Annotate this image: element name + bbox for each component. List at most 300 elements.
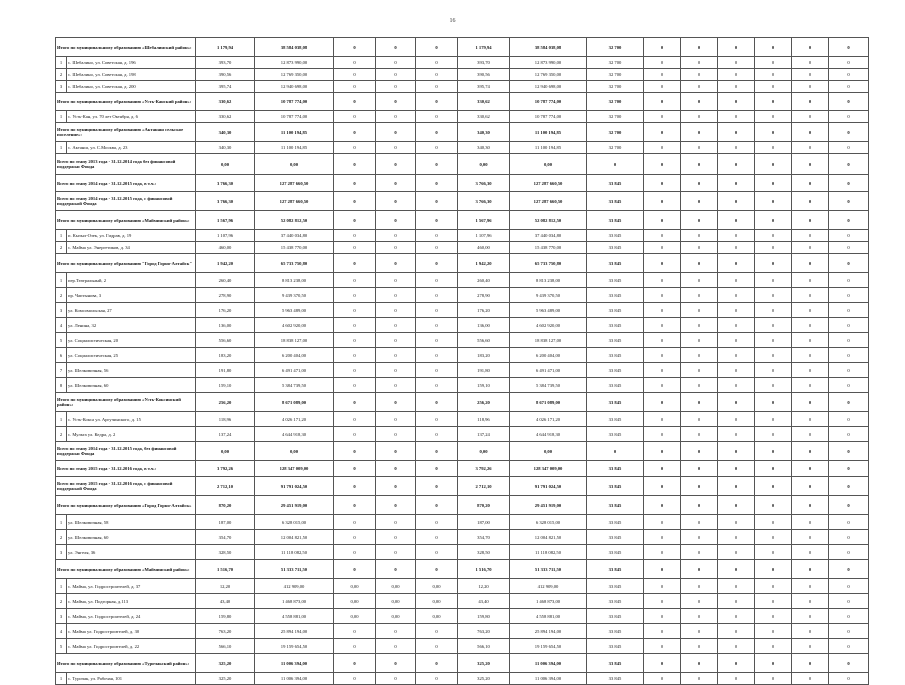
value-cell: 0 <box>681 175 718 192</box>
value-cell: 1 468 873,00 <box>255 594 334 609</box>
value-cell: 0 <box>644 111 681 123</box>
table-row <box>56 333 869 348</box>
address-cell: с. Майма ул. Гидростроителей, д. 22 <box>67 639 196 654</box>
value-cell: 33 845 <box>587 348 644 363</box>
value-cell: 51 333 711,50 <box>510 560 587 579</box>
value-cell: 0 <box>644 230 681 242</box>
summary-label: Итого по муниципальному образованию «Турочакский район»: <box>56 654 196 673</box>
value-cell: 0 <box>644 211 681 230</box>
value-cell: 0 <box>681 303 718 318</box>
value-cell: 395,74 <box>458 81 510 93</box>
value-cell: 0 <box>681 111 718 123</box>
value-cell: 33 845 <box>587 530 644 545</box>
value-cell: 91 791 024,50 <box>255 477 334 496</box>
value-cell: 0 <box>334 496 376 515</box>
value-cell: 0 <box>416 673 458 685</box>
value-cell: 0 <box>416 142 458 154</box>
value-cell: 0 <box>829 427 869 442</box>
value-cell: 325,20 <box>458 673 510 685</box>
value-cell: 183,20 <box>458 348 510 363</box>
value-cell: 0 <box>334 442 376 461</box>
summary-label: Итого по муниципальному образованию «Шебалинский район»: <box>56 38 196 57</box>
value-cell: 0 <box>681 594 718 609</box>
table-row <box>56 594 869 609</box>
value-cell: 0 <box>416 393 458 412</box>
value-cell: 0 <box>718 254 755 273</box>
summary-row <box>56 175 869 192</box>
value-cell: 0 <box>334 363 376 378</box>
value-cell: 11 100 194,85 <box>255 142 334 154</box>
value-cell: 0 <box>792 230 829 242</box>
value-cell: 0 <box>755 654 792 673</box>
value-cell: 0 <box>416 333 458 348</box>
value-cell: 11 100 194,85 <box>510 123 587 142</box>
value-cell: 0 <box>829 515 869 530</box>
value-cell: 0 <box>416 363 458 378</box>
value-cell: 1 942,20 <box>458 254 510 273</box>
value-cell: 0 <box>334 412 376 427</box>
value-cell: 11 100 194,85 <box>255 123 334 142</box>
row-number: 3 <box>56 609 67 624</box>
value-cell: 0,00 <box>376 594 416 609</box>
value-cell: 0 <box>644 496 681 515</box>
address-cell: с. Майма, ул. Гидростроителей, д. 24 <box>67 609 196 624</box>
value-cell: 0 <box>376 348 416 363</box>
value-cell: 0 <box>334 142 376 154</box>
value-cell: 8 671 089,00 <box>255 393 334 412</box>
value-cell: 0 <box>829 242 869 254</box>
value-cell: 0 <box>681 515 718 530</box>
value-cell: 0 <box>792 477 829 496</box>
value-cell: 0 <box>681 673 718 685</box>
value-cell: 870,20 <box>196 496 255 515</box>
value-cell: 0 <box>829 288 869 303</box>
address-cell: с. Усть-Кокса ул. Аргучинского, д. 15 <box>67 412 196 427</box>
value-cell: 127 287 660,50 <box>510 175 587 192</box>
value-cell: 1 516,70 <box>196 560 255 579</box>
value-cell: 33 845 <box>587 273 644 288</box>
value-cell: 137,24 <box>458 427 510 442</box>
value-cell: 0 <box>718 303 755 318</box>
address-cell: ул. Социалистическая, 20 <box>67 333 196 348</box>
address-cell: с. Майма, ул. Гидростроителей, д. 37 <box>67 579 196 594</box>
value-cell: 0 <box>755 412 792 427</box>
value-cell: 0,00 <box>376 579 416 594</box>
value-cell: 65 733 750,80 <box>255 254 334 273</box>
value-cell: 0 <box>829 254 869 273</box>
summary-label: Всего по этапу 2014 года - 31.12.2015 года, с финансовой поддержкой Фонда <box>56 192 196 211</box>
value-cell: 390,56 <box>196 69 255 81</box>
value-cell: 0 <box>416 348 458 363</box>
row-number: 2 <box>56 594 67 609</box>
summary-label: Итого по муниципальному образованию «Майминский район»: <box>56 560 196 579</box>
row-number: 2 <box>56 530 67 545</box>
value-cell: 0,00 <box>376 609 416 624</box>
value-cell: 128 347 009,00 <box>255 461 334 477</box>
value-cell: 0 <box>334 242 376 254</box>
address-cell: пер.Театральный, 2 <box>67 273 196 288</box>
value-cell: 4 602 920,00 <box>255 318 334 333</box>
value-cell: 0,00 <box>196 154 255 175</box>
value-cell: 0 <box>334 273 376 288</box>
value-cell: 0 <box>416 254 458 273</box>
value-cell: 0 <box>718 142 755 154</box>
value-cell: 0 <box>376 654 416 673</box>
value-cell: 0 <box>718 673 755 685</box>
summary-label: Итого по муниципальному образованию "Город Горно-Алтайск" <box>56 254 196 273</box>
value-cell: 19 159 654,50 <box>255 639 334 654</box>
value-cell: 18 838 127,00 <box>255 333 334 348</box>
value-cell: 0 <box>718 442 755 461</box>
value-cell: 0 <box>792 496 829 515</box>
value-cell: 1 179,94 <box>196 38 255 57</box>
value-cell: 8 813 238,00 <box>255 273 334 288</box>
value-cell: 0 <box>792 348 829 363</box>
value-cell: 127 287 660,50 <box>255 175 334 192</box>
summary-row <box>56 461 869 477</box>
value-cell: 0 <box>681 579 718 594</box>
value-cell: 9 439 370,50 <box>510 288 587 303</box>
value-cell: 1 468 873,00 <box>510 594 587 609</box>
value-cell: 0 <box>644 639 681 654</box>
value-cell: 10 787 774,00 <box>255 111 334 123</box>
value-cell: 0 <box>416 515 458 530</box>
table-row <box>56 303 869 318</box>
value-cell: 0 <box>376 427 416 442</box>
value-cell: 33 845 <box>587 192 644 211</box>
value-cell: 0 <box>755 318 792 333</box>
value-cell: 0,00 <box>416 579 458 594</box>
value-cell: 0 <box>718 579 755 594</box>
value-cell: 33 845 <box>587 594 644 609</box>
value-cell: 191,80 <box>196 363 255 378</box>
value-cell: 0 <box>334 427 376 442</box>
value-cell: 32 700 <box>587 81 644 93</box>
value-cell: 1 516,70 <box>458 560 510 579</box>
value-cell: 0 <box>334 461 376 477</box>
value-cell: 18 838 127,00 <box>510 333 587 348</box>
value-cell: 0 <box>718 461 755 477</box>
value-cell: 33 845 <box>587 303 644 318</box>
value-cell: 566,10 <box>196 639 255 654</box>
value-cell: 0 <box>681 38 718 57</box>
value-cell: 0 <box>416 496 458 515</box>
value-cell: 33 845 <box>587 477 644 496</box>
summary-row <box>56 123 869 142</box>
value-cell: 0 <box>376 442 416 461</box>
value-cell: 0 <box>416 273 458 288</box>
value-cell: 0 <box>755 673 792 685</box>
value-cell: 0 <box>681 639 718 654</box>
value-cell: 0 <box>792 442 829 461</box>
summary-row <box>56 654 869 673</box>
value-cell: 0 <box>334 624 376 639</box>
value-cell: 4 026 171,20 <box>255 412 334 427</box>
value-cell: 0 <box>334 288 376 303</box>
summary-row <box>56 477 869 496</box>
row-number: 5 <box>56 639 67 654</box>
row-number: 1 <box>56 515 67 530</box>
value-cell: 4 558 881,00 <box>510 609 587 624</box>
value-cell: 0 <box>755 303 792 318</box>
value-cell: 0 <box>718 333 755 348</box>
value-cell: 0 <box>792 624 829 639</box>
address-cell: ул. Шелковичная, 60 <box>67 378 196 393</box>
value-cell: 10 787 774,00 <box>255 93 334 111</box>
value-cell: 0 <box>718 530 755 545</box>
address-cell: с. Шебалино, ул. Советская, д. 200 <box>67 81 196 93</box>
value-cell: 0 <box>416 69 458 81</box>
value-cell: 0 <box>416 624 458 639</box>
value-cell: 0 <box>755 254 792 273</box>
value-cell: 278,90 <box>196 288 255 303</box>
value-cell: 0 <box>416 38 458 57</box>
value-cell: 0 <box>376 639 416 654</box>
table-row <box>56 530 869 545</box>
row-number: 3 <box>56 303 67 318</box>
value-cell: 256,20 <box>458 393 510 412</box>
value-cell: 159,10 <box>458 378 510 393</box>
value-cell: 0 <box>681 477 718 496</box>
value-cell: 0 <box>829 93 869 111</box>
value-cell: 33 845 <box>587 211 644 230</box>
value-cell: 0 <box>376 230 416 242</box>
table-row <box>56 639 869 654</box>
value-cell: 118,96 <box>196 412 255 427</box>
value-cell: 0 <box>644 242 681 254</box>
value-cell: 0 <box>376 624 416 639</box>
value-cell: 0 <box>334 654 376 673</box>
value-cell: 52 082 812,50 <box>510 211 587 230</box>
value-cell: 0 <box>681 560 718 579</box>
value-cell: 340,30 <box>458 142 510 154</box>
value-cell: 0 <box>416 123 458 142</box>
value-cell: 37 440 034,80 <box>255 230 334 242</box>
value-cell: 0 <box>755 461 792 477</box>
value-cell: 328,50 <box>196 545 255 560</box>
value-cell: 0 <box>681 442 718 461</box>
value-cell: 33 845 <box>587 427 644 442</box>
value-cell: 33 845 <box>587 461 644 477</box>
value-cell: 0 <box>376 288 416 303</box>
value-cell: 0 <box>792 57 829 69</box>
address-cell: с. Майма, ул. Подгорная, д.113 <box>67 594 196 609</box>
value-cell: 0 <box>829 594 869 609</box>
value-cell: 0 <box>755 560 792 579</box>
value-cell: 4 602 920,00 <box>510 318 587 333</box>
value-cell: 0 <box>376 175 416 192</box>
value-cell: 0 <box>376 378 416 393</box>
table-row <box>56 81 869 93</box>
value-cell: 0 <box>334 303 376 318</box>
value-cell: 0 <box>681 393 718 412</box>
value-cell: 0,00 <box>196 442 255 461</box>
value-cell: 0 <box>416 477 458 496</box>
value-cell: 0 <box>792 303 829 318</box>
value-cell: 33 845 <box>587 242 644 254</box>
value-cell: 0 <box>644 412 681 427</box>
value-cell: 0 <box>792 69 829 81</box>
value-cell: 0 <box>644 442 681 461</box>
value-cell: 763,20 <box>458 624 510 639</box>
summary-row <box>56 192 869 211</box>
summary-label: Итого по муниципальному образованию «Усть-Канский район»: <box>56 93 196 111</box>
value-cell: 0 <box>792 363 829 378</box>
value-cell: 0 <box>416 461 458 477</box>
value-cell: 412 909,00 <box>510 579 587 594</box>
value-cell: 43,40 <box>458 594 510 609</box>
value-cell: 0 <box>416 530 458 545</box>
row-number: 1 <box>56 579 67 594</box>
value-cell: 0 <box>416 318 458 333</box>
value-cell: 0 <box>792 461 829 477</box>
value-cell: 12 940 698,00 <box>255 81 334 93</box>
summary-row <box>56 496 869 515</box>
value-cell: 0 <box>416 639 458 654</box>
summary-label: Итого по муниципальному образованию «Город Горно-Алтайск» <box>56 496 196 515</box>
value-cell: 395,74 <box>196 81 255 93</box>
value-cell: 0 <box>416 175 458 192</box>
value-cell: 0 <box>792 154 829 175</box>
value-cell: 0 <box>718 412 755 427</box>
value-cell: 0 <box>718 230 755 242</box>
value-cell: 0 <box>644 69 681 81</box>
value-cell: 0 <box>829 363 869 378</box>
value-cell: 32 700 <box>587 38 644 57</box>
value-cell: 0 <box>376 530 416 545</box>
value-cell: 0 <box>334 393 376 412</box>
value-cell: 0 <box>681 609 718 624</box>
value-cell: 0 <box>755 515 792 530</box>
value-cell: 0 <box>755 624 792 639</box>
value-cell: 393,70 <box>196 57 255 69</box>
value-cell: 0 <box>644 192 681 211</box>
value-cell: 0,00 <box>458 154 510 175</box>
value-cell: 0 <box>416 545 458 560</box>
value-cell: 176,20 <box>196 303 255 318</box>
value-cell: 0 <box>681 192 718 211</box>
value-cell: 0 <box>644 81 681 93</box>
address-cell: с. Актанш, ул. С.Москва, д. 23 <box>67 142 196 154</box>
value-cell: 0 <box>681 333 718 348</box>
value-cell: 0 <box>416 560 458 579</box>
summary-row <box>56 560 869 579</box>
value-cell: 0 <box>681 318 718 333</box>
value-cell: 0 <box>334 560 376 579</box>
value-cell: 412 909,00 <box>255 579 334 594</box>
value-cell: 4 558 881,00 <box>255 609 334 624</box>
value-cell: 176,20 <box>458 303 510 318</box>
value-cell: 0 <box>829 273 869 288</box>
value-cell: 52 082 812,50 <box>255 211 334 230</box>
value-cell: 0 <box>718 111 755 123</box>
value-cell: 6 491 471,00 <box>510 363 587 378</box>
value-cell: 159,80 <box>196 609 255 624</box>
value-cell: 159,80 <box>458 609 510 624</box>
row-number: 1 <box>56 57 67 69</box>
value-cell: 0 <box>829 175 869 192</box>
value-cell: 0 <box>792 639 829 654</box>
value-cell: 0 <box>681 57 718 69</box>
value-cell: 0 <box>718 273 755 288</box>
value-cell: 65 733 750,80 <box>510 254 587 273</box>
value-cell: 33 845 <box>587 609 644 624</box>
value-cell: 0 <box>334 123 376 142</box>
value-cell: 566,10 <box>458 639 510 654</box>
value-cell: 0 <box>792 123 829 142</box>
value-cell: 33 845 <box>587 545 644 560</box>
value-cell: 0 <box>792 530 829 545</box>
value-cell: 0 <box>718 609 755 624</box>
value-cell: 3 792,26 <box>196 461 255 477</box>
value-cell: 0 <box>376 545 416 560</box>
value-cell: 278,90 <box>458 288 510 303</box>
summary-row <box>56 254 869 273</box>
table-row <box>56 57 869 69</box>
value-cell: 8 813 238,00 <box>510 273 587 288</box>
value-cell: 0 <box>755 69 792 81</box>
value-cell: 330,62 <box>458 111 510 123</box>
value-cell: 0 <box>792 579 829 594</box>
value-cell: 0 <box>376 560 416 579</box>
value-cell: 325,20 <box>458 654 510 673</box>
value-cell: 0 <box>792 594 829 609</box>
value-cell: 0 <box>718 560 755 579</box>
value-cell: 12 769 350,00 <box>255 69 334 81</box>
value-cell: 33 845 <box>587 175 644 192</box>
value-cell: 0 <box>718 477 755 496</box>
value-cell: 0,00 <box>255 442 334 461</box>
value-cell: 0 <box>416 378 458 393</box>
value-cell: 0 <box>718 496 755 515</box>
value-cell: 0 <box>681 273 718 288</box>
value-cell: 0 <box>416 427 458 442</box>
value-cell: 12,20 <box>196 579 255 594</box>
value-cell: 0 <box>334 211 376 230</box>
value-cell: 460,00 <box>458 242 510 254</box>
value-cell: 5 384 739,50 <box>255 378 334 393</box>
value-cell: 15 438 770,00 <box>255 242 334 254</box>
value-cell: 0,00 <box>334 579 376 594</box>
table-row <box>56 673 869 685</box>
value-cell: 0,00 <box>510 154 587 175</box>
value-cell: 0 <box>416 192 458 211</box>
address-cell: ул. Шелковичная, 60 <box>67 530 196 545</box>
value-cell: 6 491 471,00 <box>255 363 334 378</box>
value-cell: 0 <box>829 579 869 594</box>
value-cell: 12 873 990,00 <box>255 57 334 69</box>
value-cell: 0 <box>755 123 792 142</box>
value-cell: 38 584 038,08 <box>255 38 334 57</box>
value-cell: 1 942,20 <box>196 254 255 273</box>
value-cell: 0 <box>644 142 681 154</box>
value-cell: 0 <box>792 412 829 427</box>
summary-row <box>56 93 869 111</box>
table-row <box>56 230 869 242</box>
table-row <box>56 427 869 442</box>
value-cell: 11 006 394,00 <box>510 654 587 673</box>
value-cell: 191,80 <box>458 363 510 378</box>
value-cell: 0 <box>376 393 416 412</box>
value-cell: 11 006 394,00 <box>255 673 334 685</box>
value-cell: 0 <box>792 38 829 57</box>
value-cell: 0 <box>644 288 681 303</box>
value-cell: 0 <box>644 594 681 609</box>
value-cell: 0 <box>644 393 681 412</box>
table-row <box>56 624 869 639</box>
value-cell: 0 <box>829 477 869 496</box>
value-cell: 3 792,26 <box>458 461 510 477</box>
